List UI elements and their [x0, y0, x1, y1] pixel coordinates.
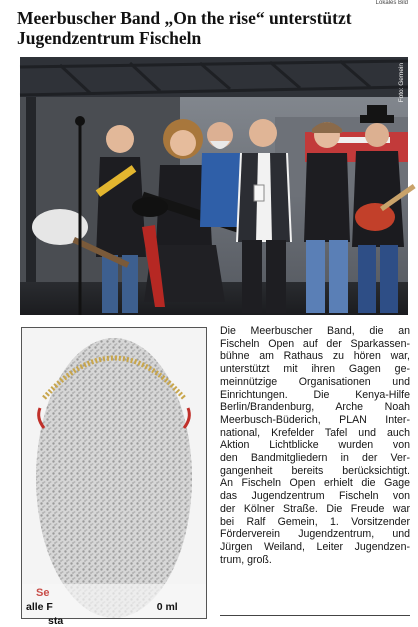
article-line: Berlin/Brandenburg, Arche Noah	[220, 401, 410, 414]
article-body	[220, 325, 410, 566]
ad-headline: Se	[36, 587, 50, 599]
article-line: der Kölner Straße. Die Freude war	[220, 502, 410, 515]
headline	[17, 8, 409, 48]
band-photo-illustration	[20, 57, 408, 315]
article-line: Einrichtungen. Die Kenya-Hilfe	[220, 388, 410, 401]
article-line: unterstützt mit ihren Gagen ge-	[220, 363, 410, 376]
article-line: Meerbusch-Büderich, PLAN Inter-	[220, 413, 410, 426]
article-line: gangenheit bereits berücksichtigt.	[220, 464, 410, 477]
ad-line-2-left: alle F	[26, 601, 53, 613]
headline-line-2: Jugendzentrum Fischeln	[17, 28, 202, 48]
article-line: bühne am Rathaus zu hören war,	[220, 350, 410, 363]
band-photo	[20, 57, 408, 315]
ad-line-3: sta	[48, 615, 64, 627]
article-line: Die Meerbuscher Band, die an	[220, 325, 410, 337]
article-line: Aktion Lichtblicke wurden von	[220, 439, 410, 452]
article-line: trum, groß.	[220, 553, 272, 566]
ad-line-2	[26, 601, 202, 613]
article-line: An Fischeln Open erhielt die Gage	[220, 477, 410, 490]
ad-illustration	[22, 328, 206, 618]
ad-line-2-right: 0 ml	[156, 601, 178, 613]
article-line: den Bandmitgliedern in der Ver-	[220, 452, 410, 465]
article-line: Förderverein Jugendzentrum, und	[220, 528, 410, 541]
article-line: Jürgen Weiland, Leiter Jugendzen-	[220, 540, 410, 553]
headline-line-1: Meerbuscher Band „On the rise“ unterstützt	[17, 8, 352, 28]
article-line: das Jugendzentrum Fischeln von	[220, 490, 410, 503]
corner-mark: Lokales Bild	[375, 0, 408, 6]
article-line: national, Krefelder Tafel und auch	[220, 426, 410, 439]
divider	[220, 615, 410, 616]
advertisement	[21, 327, 207, 627]
article-line: Fischeln Open auf der Sparkassen-	[220, 337, 410, 350]
article-line: bei Ralf Gemein, 1. Vorsitzender	[220, 515, 410, 528]
article-line: meinnützige Organisationen und	[220, 375, 410, 388]
photo-credit: Foto: Gemein	[398, 63, 405, 103]
